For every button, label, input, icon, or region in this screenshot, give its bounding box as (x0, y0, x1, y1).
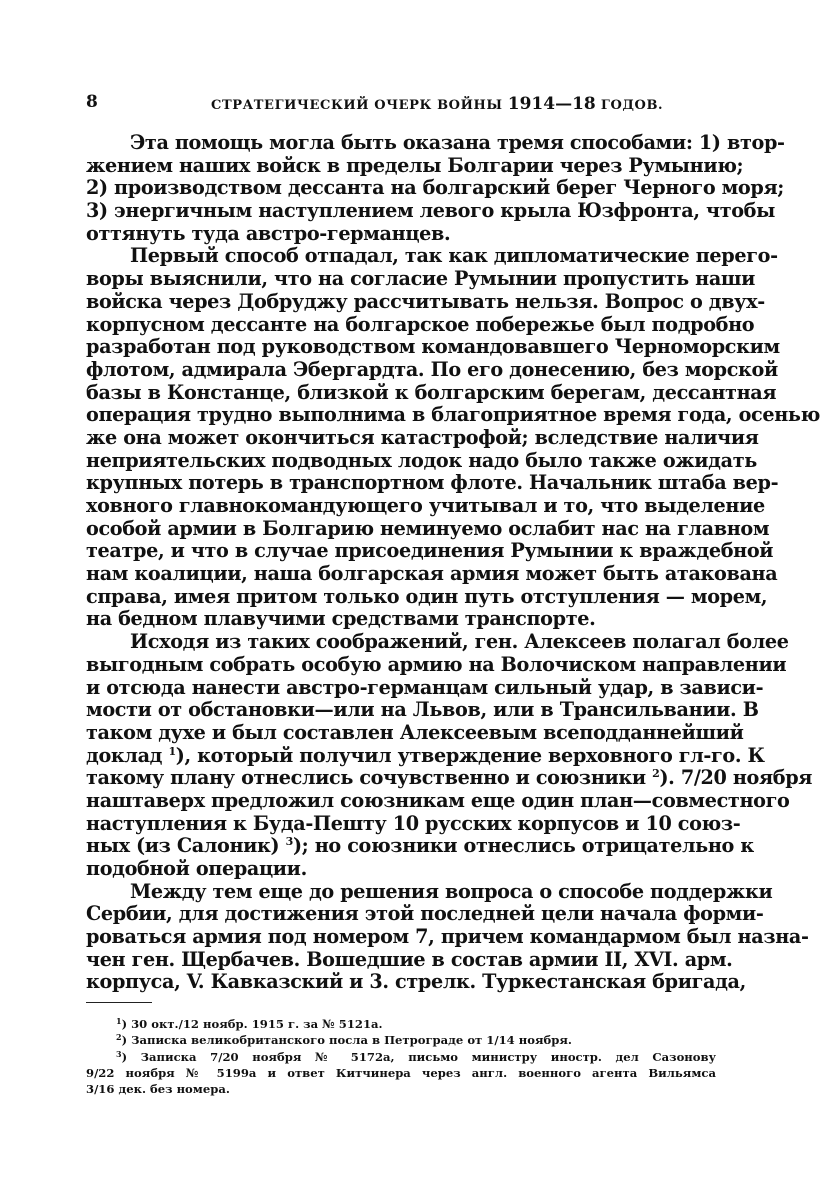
footnote (86, 1032, 716, 1048)
text-line: роваться армия под номером 7, причем командармом был назна- (86, 925, 809, 949)
running-head (86, 92, 716, 116)
text-line: Первый способ отпадал, так как дипломатические перего- (130, 244, 778, 268)
text-line: наступления к Буда-Пешту 10 русских корпусов и 10 союз- (86, 811, 741, 835)
footnote-divider (86, 1002, 152, 1003)
text-line: выгодным собрать особую армию на Волочиском направлении (86, 652, 787, 676)
running-title-prefix: СТРАТЕГИЧЕСКИЙ ОЧЕРК ВОЙНЫ (211, 98, 503, 113)
text-fragment: ), который получил утверждение верховного гл-го. К (175, 743, 765, 767)
footnote (86, 1016, 716, 1032)
text-line: неприятельских подводных лодок надо было также ожидать (86, 448, 757, 472)
running-title-years: 1914—18 (507, 94, 596, 114)
text-line: Эта помощь могла быть оказана тремя способами: 1) втор- (130, 131, 785, 154)
text-line: Между тем еще до решения вопроса о способе поддержки (130, 879, 773, 903)
text-line: жением наших войск в пределы Болгарии через Румынию; (86, 153, 744, 177)
text-line: крупных потерь в транспортном флоте. Начальник штаба вер- (86, 471, 779, 495)
text-line: наштаверх предложил союзникам еще один план—совместного (86, 788, 790, 812)
text-fragment: ). 7/20 ноября (659, 766, 813, 790)
text-fragment: ных (из Салоник) (86, 834, 280, 858)
text-fragment: ); но союзники отнеслись отрицательно к (292, 834, 754, 858)
text-line: справа, имея притом только один путь отступления — морем, (86, 584, 768, 608)
footnote-continuation: 9/22 ноября № 5199а и ответ Китчинера через англ. военного агента Вильямса (86, 1065, 716, 1080)
text-line: разработан под руководством командовавшего Черноморским (86, 335, 780, 359)
footnote-text: ) Записка 7/20 ноября № 5172а, письмо министру иностр. дел Сазонову (121, 1049, 716, 1064)
footnote-continuation: 3/16 дек. без номера. (86, 1082, 230, 1097)
text-line (86, 743, 765, 768)
text-line: театре, и что в случае присоединения Румынии к враждебной (86, 539, 774, 563)
text-line: 2) производством дессанта на болгарский берег Черного моря; (86, 176, 785, 200)
text-fragment: доклад (86, 743, 163, 767)
text-line: корпуса, V. Кавказский и 3. стрелк. Туркестанская бригада, (86, 970, 746, 994)
text-line: 3) энергичным наступлением левого крыла Юзфронта, чтобы (86, 199, 776, 223)
text-line: нам коалиции, наша болгарская армия может быть атакована (86, 562, 778, 586)
text-line: чен ген. Щербачев. Вошедшие в состав армии II, XVI. арм. (86, 947, 733, 971)
text-line: операция трудно выполнима в благоприятное время года, осенью (86, 403, 820, 427)
text-line (86, 834, 754, 858)
footnote-text: ) Записка великобританского посла в Петрограде от 1/14 ноября. (121, 1033, 572, 1048)
text-line: особой армии в Болгарию неминуемо ослабит нас на главном (86, 516, 770, 540)
text-line: же она может окончиться катастрофой; вследствие наличия (86, 425, 759, 449)
text-line: оттянуть туда австро-германцев. (86, 221, 451, 245)
text-line: Сербии, для достижения этой последней цели начала форми- (86, 902, 764, 926)
footnote-reference: 2 (652, 767, 660, 781)
running-title (211, 94, 663, 114)
text-line: подобной операции. (86, 857, 307, 880)
footnote-reference: 3 (285, 835, 293, 849)
text-line: базы в Констанце, близкой к болгарским берегам, дессантная (86, 380, 777, 404)
text-line: ховного главнокомандующего учитывал и то, что выделение (86, 494, 765, 517)
text-line: и отсюда нанести австро-германцам сильный удар, в зависи- (86, 675, 764, 699)
text-line: Исходя из таких соображений, ген. Алексеев полагал более (130, 630, 789, 654)
text-line: корпусном дессанте на болгарское побережье был подробно (86, 312, 755, 336)
text-line: на бедном плавучими средствами транспорте. (86, 607, 596, 631)
text-fragment: такому плану отнеслись сочувственно и союзники (86, 766, 646, 790)
text-line (86, 766, 813, 790)
footnote-marker: 3 (116, 1048, 122, 1059)
text-line: воры выяснили, что на согласие Румынии пропустить наши (86, 267, 756, 291)
footnotes (86, 1016, 716, 1097)
text-line: таком духе и был составлен Алексеевым всеподданнейший (86, 720, 744, 744)
main-text (86, 131, 820, 994)
running-title-suffix: ГОДОВ. (600, 98, 664, 113)
text-line: войска через Добруджу рассчитывать нельзя. Вопрос о двух- (86, 289, 765, 313)
footnote-reference: 1 (168, 744, 176, 758)
footnote-text: ) 30 окт./12 ноябр. 1915 г. за № 5121а. (121, 1017, 383, 1031)
page-number: 8 (86, 92, 98, 112)
footnote-marker: 2 (116, 1032, 122, 1043)
footnote-marker: 1 (116, 1016, 122, 1026)
text-line: мости от обстановки—или на Львов, или в Трансильвании. В (86, 698, 759, 722)
text-line: флотом, адмирала Эбергардта. По его донесению, без морской (86, 357, 778, 381)
footnote (86, 1049, 716, 1065)
